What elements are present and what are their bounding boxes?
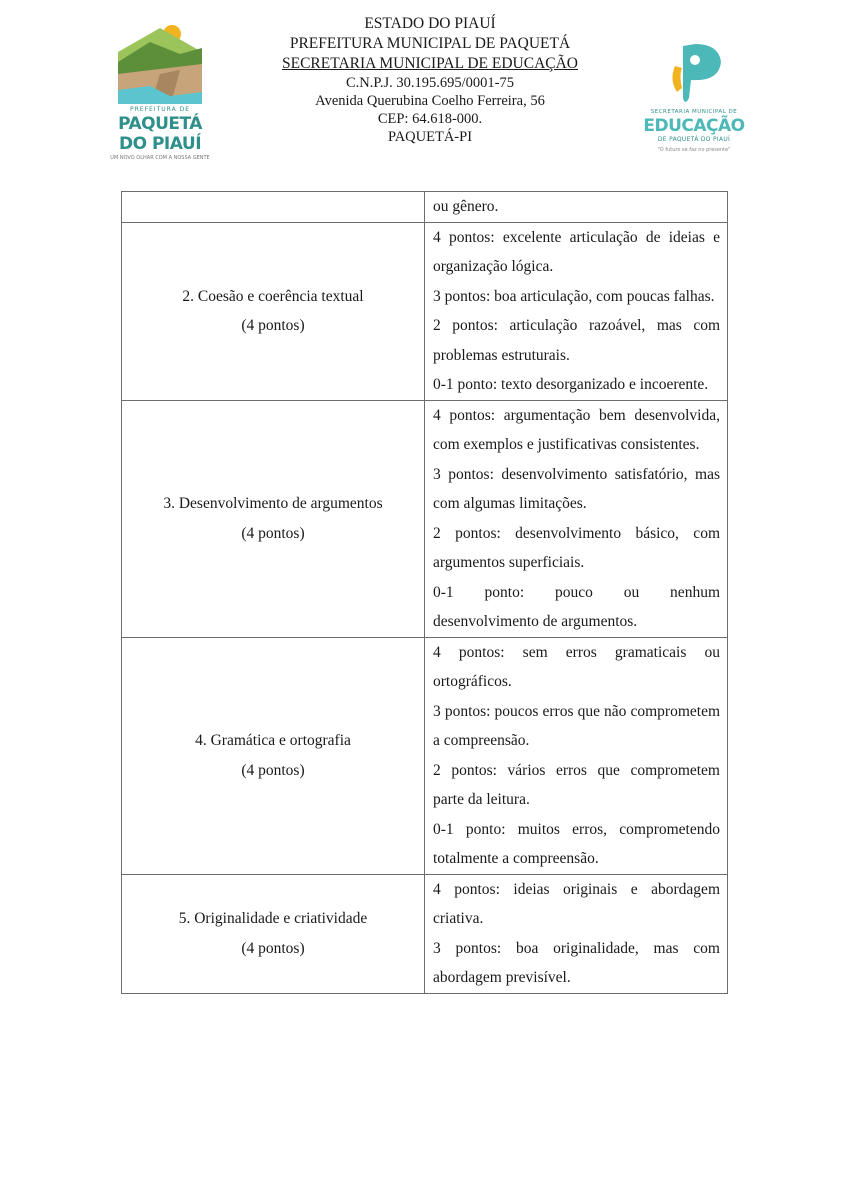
- descriptor: 3 pontos: poucos erros que não comprometem a compreensão.: [433, 702, 720, 749]
- header-cep: CEP: 64.618-000.: [377, 111, 483, 127]
- table-row-continuation: [122, 192, 728, 223]
- criterion-cell: [122, 222, 425, 400]
- header-address: Avenida Querubina Coelho Ferreira, 56: [315, 93, 545, 109]
- criterion-title: 3. Desenvolvimento de argumentos: [163, 495, 383, 512]
- logo-left-name1: PAQUETÁ: [118, 114, 202, 134]
- criterion-points: (4 pontos): [241, 317, 305, 334]
- education-p-emblem-icon: [659, 42, 729, 104]
- paqueta-municipality-logo: [108, 20, 212, 172]
- criterion-cell: [122, 874, 425, 993]
- education-secretariat-logo: [636, 42, 752, 166]
- logo-left-tagline: UM NOVO OLHAR COM A NOSSA GENTE: [110, 155, 210, 161]
- criterion-points: (4 pontos): [241, 524, 305, 542]
- descriptor: 2 pontos: articulação razoável, mas com problemas estruturais.: [433, 317, 720, 364]
- descriptor: 2 pontos: vários erros que comprometem parte da leitura.: [433, 761, 720, 808]
- table-row: [122, 222, 728, 400]
- logo-left-top-text: PREFEITURA DE: [130, 106, 190, 113]
- logo-right-sub: DE PAQUETÁ DO PIAUÍ: [657, 136, 731, 143]
- descriptor: 4 pontos: excelente articulação de ideias e organização lógica.: [433, 228, 720, 275]
- criterion-title: 5. Originalidade e criatividade: [178, 910, 368, 927]
- descriptor: 3 pontos: desenvolvimento satisfatório, mas com algumas limitações.: [433, 465, 720, 512]
- header-text: [230, 14, 630, 146]
- descriptor: 2 pontos: desenvolvimento básico, com argumentos superficiais.: [433, 524, 720, 571]
- descriptor: 3 pontos: boa originalidade, mas com abordagem previsível.: [433, 939, 720, 986]
- table-row: [122, 874, 728, 993]
- logo-right-motto: "O futuro se faz no presente": [657, 147, 731, 153]
- criterion-points: (4 pontos): [241, 939, 305, 957]
- descriptor-cell: [425, 192, 728, 223]
- header-city: PAQUETÁ-PI: [387, 129, 473, 145]
- rubric-table: [121, 191, 728, 994]
- descriptor: 3 pontos: boa articulação, com poucas falhas.: [433, 287, 715, 305]
- criterion-points: (4 pontos): [241, 761, 305, 779]
- criterion-cell: [122, 637, 425, 874]
- descriptor-cell: [425, 874, 728, 993]
- logo-right-name: EDUCAÇÃO: [643, 116, 745, 136]
- descriptor: 0-1 ponto: texto desorganizado e incoerente.: [433, 376, 709, 393]
- header-secretaria: SECRETARIA MUNICIPAL DE EDUCAÇÃO: [281, 55, 578, 72]
- criterion-cell: [122, 400, 425, 637]
- header-prefeitura: PREFEITURA MUNICIPAL DE PAQUETÁ: [289, 35, 571, 52]
- criterion-title: 2. Coesão e coerência textual: [182, 287, 364, 305]
- descriptor: ou gênero.: [433, 198, 499, 215]
- descriptor: 4 pontos: ideias originais e abordagem criativa.: [433, 880, 720, 927]
- header-cnpj: C.N.P.J. 30.195.695/0001-75: [346, 75, 514, 91]
- letterhead: [0, 0, 849, 180]
- descriptor: 4 pontos: sem erros gramaticais ou ortográficos.: [433, 643, 720, 690]
- table-row: [122, 637, 728, 874]
- descriptor: 4 pontos: argumentação bem desenvolvida, com exemplos e justificativas consistentes.: [433, 406, 720, 453]
- descriptor-cell: [425, 637, 728, 874]
- descriptor: 0-1 ponto: pouco ou nenhum desenvolvimento de argumentos.: [433, 583, 720, 630]
- criterion-cell: [122, 192, 425, 223]
- landscape-emblem-icon: [108, 20, 212, 104]
- header-state: ESTADO DO PIAUÍ: [364, 15, 496, 32]
- logo-left-name2: DO PIAUÍ: [118, 134, 202, 154]
- descriptor: 0-1 ponto: muitos erros, comprometendo totalmente a compreensão.: [433, 820, 720, 867]
- criterion-title: 4. Gramática e ortografia: [195, 732, 351, 749]
- descriptor-cell: [425, 400, 728, 637]
- logo-right-top-text: SECRETARIA MUNICIPAL DE: [650, 109, 738, 115]
- table-row: [122, 400, 728, 637]
- descriptor-cell: [425, 222, 728, 400]
